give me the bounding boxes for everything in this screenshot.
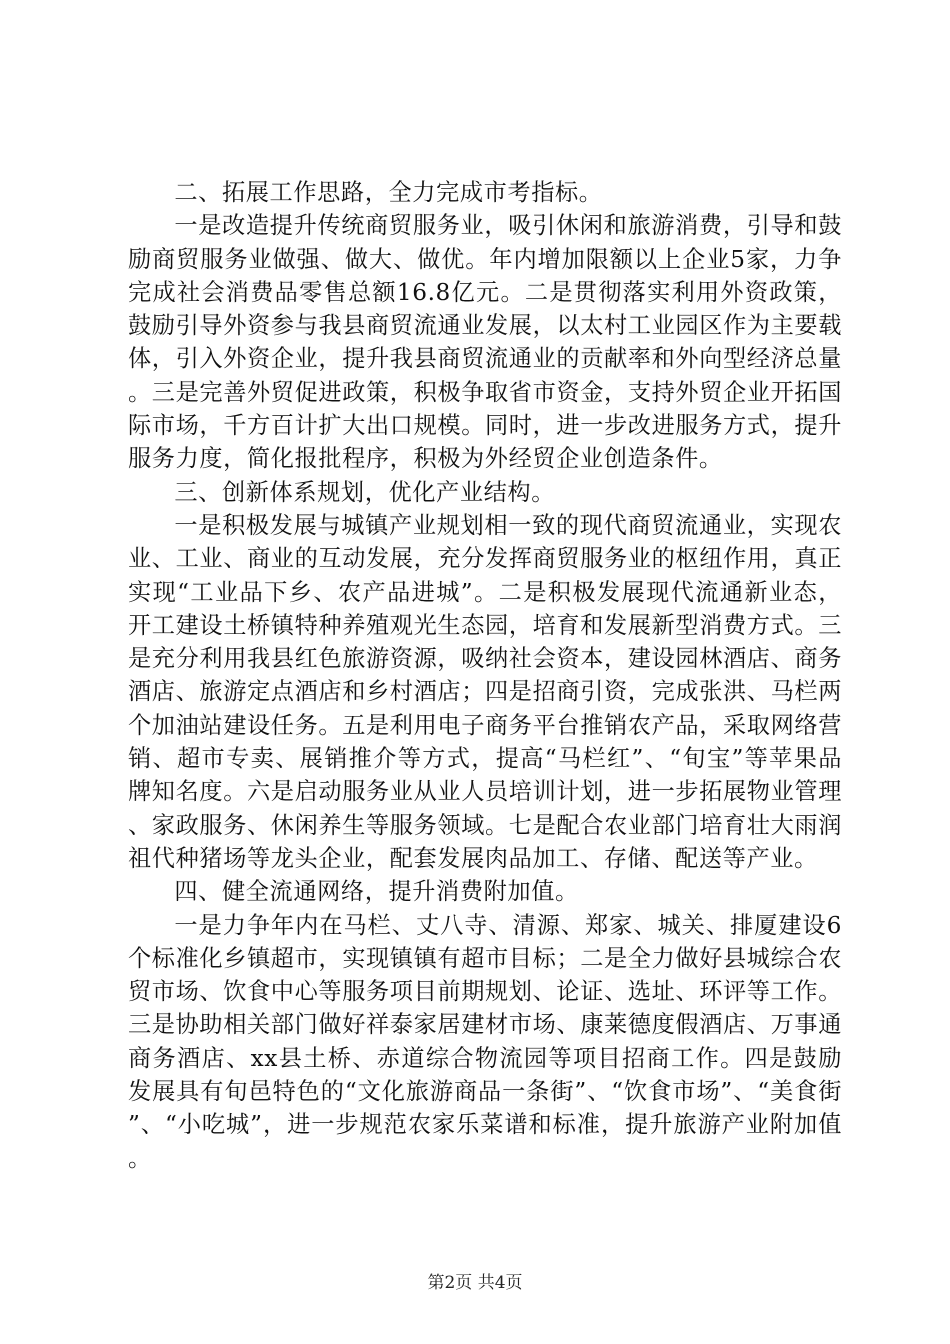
page-footer: 第2页 共4页: [427, 1273, 523, 1293]
section-heading-4: 四、健全流通网络，提升消费附加值。: [174, 878, 579, 906]
body-paragraph: 一是改造提升传统商贸服务业，吸引休闲和旅游消费，引导和鼓励商贸服务业做强、做大、做优。年内增加限额以上企业5家，力争完成社会消费品零售总额16.8亿元。二是贯彻落实利用外资政策，鼓励引导外资参与我县商贸流通业发展，以太村工业园区作为主要载体，引入外资企业，提升我县商贸流通业的贡献率和外向型经济总量。三是完善外贸促进政策，积极争取省市资金，支持外贸企业开拓国际市场，千方百计扩大出口规模。同时，进一步改进服务方式，提升服务力度，简化报批程序，积极为外经贸企业创造条件。: [128, 212, 842, 473]
body-paragraph: 一是积极发展与城镇产业规划相一致的现代商贸流通业，实现农业、工业、商业的互动发展，充分发挥商贸服务业的枢纽作用，真正实现“工业品下乡、农产品进城”。二是积极发展现代流通新业态，开工建设土桥镇特种养殖观光生态园，培育和发展新型消费方式。三是充分利用我县红色旅游资源，吸纳社会资本，建设园林酒店、商务酒店、旅游定点酒店和乡村酒店；四是招商引资，完成张洪、马栏两个加油站建设任务。五是利用电子商务平台推销农产品，采取网络营销、超市专卖、展销推介等方式，提高“马栏红”、“旬宝”等苹果品牌知名度。六是启动服务业从业人员培训计划，进一步拓展物业管理、家政服务、休闲养生等服务领域。七是配合农业部门培育壮大雨润祖代种猪场等龙头企业，配套发展肉品加工、存储、配送等产业。: [128, 511, 842, 872]
document-body: [128, 176, 842, 1175]
section-heading-2: 二、拓展工作思路，全力完成市考指标。: [174, 179, 603, 206]
body-paragraph: 一是力争年内在马栏、丈八寺、清源、郑家、城关、排厦建设6个标准化乡镇超市，实现镇镇有超市目标；二是全力做好县城综合农贸市场、饮食中心等服务项目前期规划、论证、选址、环评等工作。三是协助相关部门做好祥泰家居建材市场、康莱德度假酒店、万事通商务酒店、xx县土桥、赤道综合物流园等项目招商工作。四是鼓励发展具有旬邑特色的“文化旅游商品一条街”、“饮食市场”、“美食街”、“小吃城”，进一步规范农家乐菜谱和标准，提升旅游产业附加值。: [128, 911, 842, 1172]
section-heading-3: 三、创新体系规划，优化产业结构。: [174, 478, 555, 506]
